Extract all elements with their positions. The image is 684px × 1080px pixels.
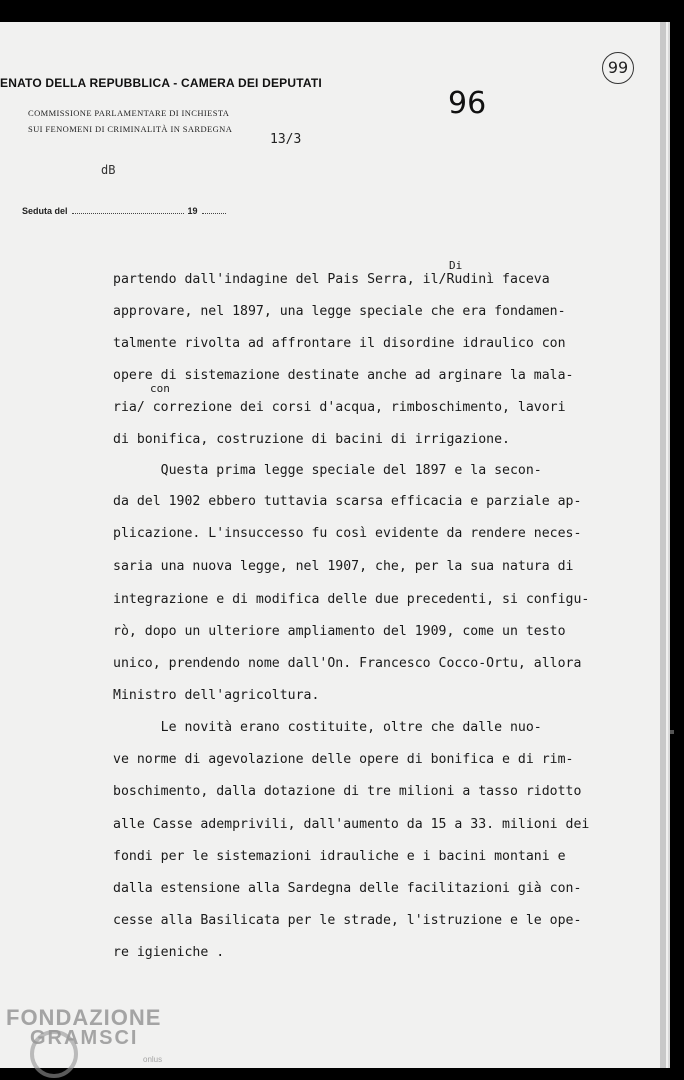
text-line: cesse alla Basilicata per le strade, l'istruzione e le ope- [113, 913, 582, 928]
seduta-label: Seduta del [22, 206, 68, 216]
text-line: ve norme di agevolazione delle opere di bonifica e di rim- [113, 752, 574, 767]
text-line: integrazione e di modifica delle due precedenti, si configu- [113, 592, 590, 607]
text-line: alle Casse ademprivili, dall'aumento da 15 a 33. milioni dei [113, 817, 590, 832]
reference-code: 13/3 [270, 132, 302, 147]
text-line: rò, dopo un ulteriore ampliamento del 1909, come un testo [113, 624, 566, 639]
text-line: di bonifica, costruzione di bacini di irrigazione. [113, 432, 510, 447]
circled-page-number: 99 [602, 52, 634, 84]
text-line: re igieniche . [113, 945, 225, 960]
text-line: plicazione. L'insuccesso fu così evidente da rendere neces- [113, 526, 582, 541]
text-line: Ministro dell'agricoltura. [113, 688, 320, 703]
watermark-line-1: FONDAZIONE [6, 1005, 162, 1030]
insertion-di: Di [449, 259, 463, 272]
watermark-line-3: onlus [143, 1055, 163, 1064]
text-line: unico, prendendo nome dall'On. Francesco Cocco-Ortu, allora [113, 656, 582, 671]
document-page [0, 22, 670, 1068]
seduta-date-line [72, 213, 184, 214]
text-line: fondi per le sistemazioni idrauliche e i bacini montani e [113, 849, 566, 864]
text-line: talmente rivolta ad affrontare il disordine idraulico con [113, 336, 566, 351]
commission-line-1: COMMISSIONE PARLAMENTARE DI INCHIESTA [28, 108, 230, 118]
commission-line-2: SUI FENOMENI DI CRIMINALITÀ IN SARDEGNA [28, 124, 233, 134]
text-line: Questa prima legge speciale del 1897 e la secon- [113, 463, 542, 478]
text-line: da del 1902 ebbero tuttavia scarsa efficacia e parziale ap- [113, 494, 582, 509]
seduta-field [22, 206, 226, 216]
handwritten-page-number: 96 [448, 86, 487, 121]
text-line: approvare, nel 1897, una legge speciale che era fondamen- [113, 304, 566, 319]
text-line: partendo dall'indagine del Pais Serra, il/Rudinì faceva [113, 272, 550, 287]
text-line: saria una nuova legge, nel 1907, che, per la sua natura di [113, 559, 574, 574]
margin-mark [670, 730, 674, 734]
watermark-line-2: GRAMSCI [30, 1027, 139, 1049]
text-line: dalla estensione alla Sardegna delle facilitazioni già con- [113, 881, 582, 896]
typist-initials: dB [101, 163, 116, 177]
seduta-year-line [202, 213, 226, 214]
seduta-year: 19 [187, 206, 198, 216]
letterhead-title: ENATO DELLA REPUBBLICA - CAMERA DEI DEPUTATI [0, 76, 322, 90]
text-line: opere di sistemazione destinate anche ad arginare la mala- [113, 368, 574, 383]
text-line: Le novità erano costituite, oltre che dalle nuo- [113, 720, 542, 735]
text-line: boschimento, dalla dotazione di tre milioni a tasso ridotto [113, 784, 582, 799]
insertion-con: con [150, 382, 170, 395]
page-edge [660, 22, 666, 1068]
text-line: ria/ correzione dei corsi d'acqua, rimboschimento, lavori [113, 400, 566, 415]
